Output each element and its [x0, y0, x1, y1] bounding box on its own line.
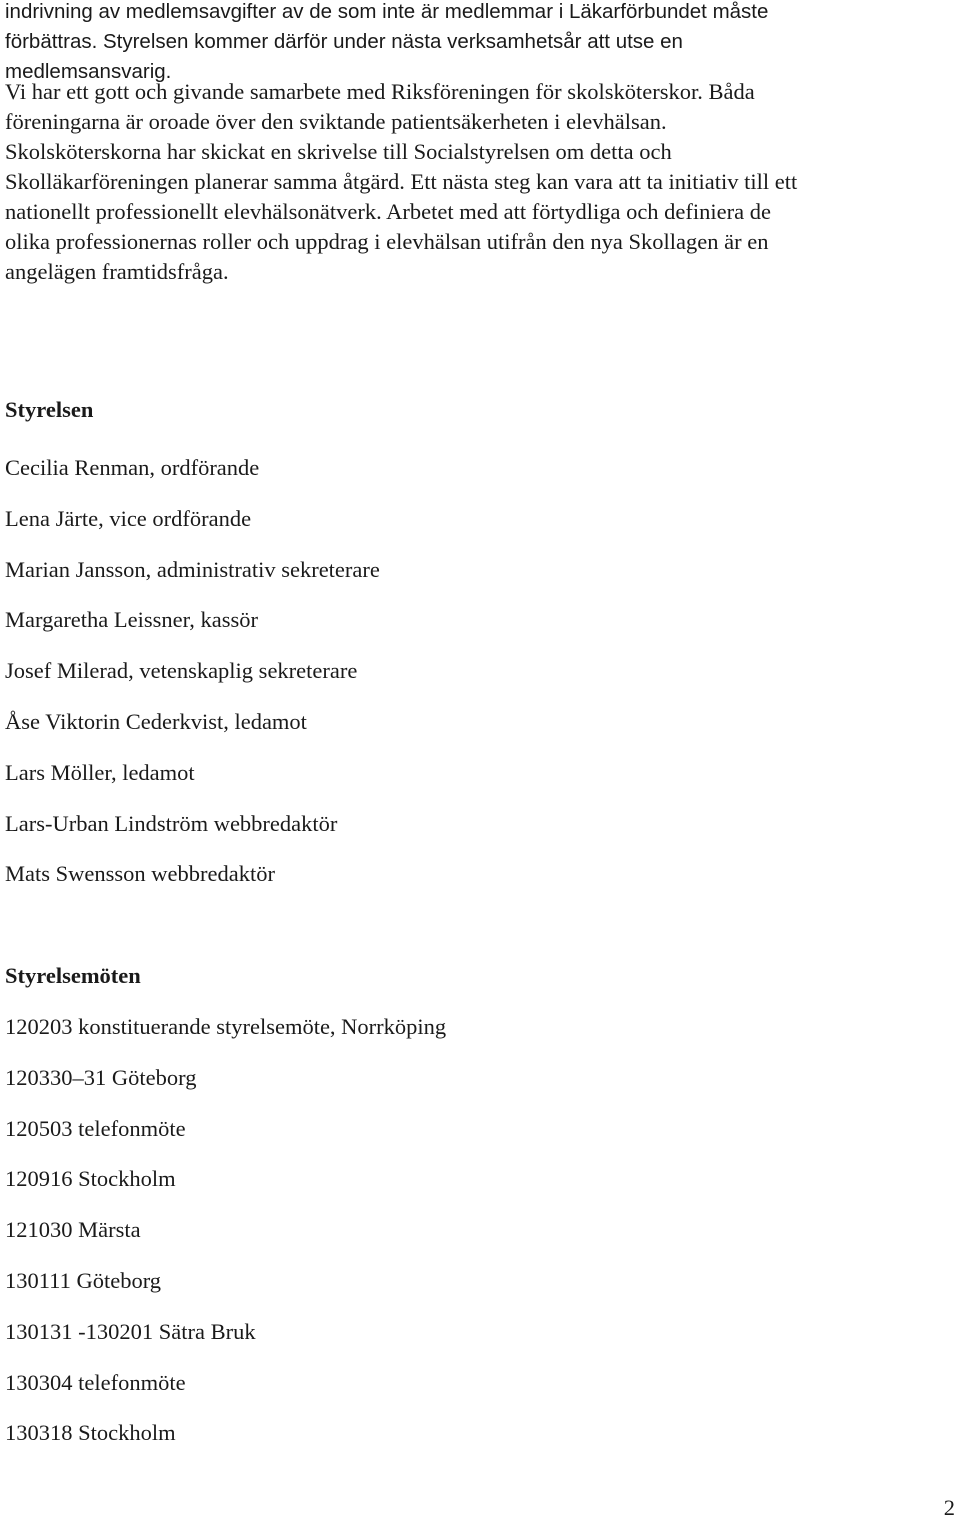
- board-member: Josef Milerad, vetenskaplig sekreterare: [5, 658, 358, 684]
- paragraph-line: medlemsansvarig.: [5, 60, 172, 83]
- meetings-heading: Styrelsemöten: [5, 963, 141, 988]
- meeting-item: 120916 Stockholm: [5, 1166, 176, 1192]
- page-number: 2: [943, 1495, 955, 1520]
- meeting-item: 121030 Märsta: [5, 1217, 141, 1243]
- board-member: Margaretha Leissner, kassör: [5, 607, 258, 633]
- collaboration-paragraph: [5, 77, 797, 287]
- board-member: Lars Möller, ledamot: [5, 759, 195, 785]
- meeting-item: 120503 telefonmöte: [5, 1115, 186, 1141]
- board-member: Cecilia Renman, ordförande: [5, 455, 260, 480]
- paragraph-line: Skolläkarföreningen planerar samma åtgärd. Ett nästa steg kan vara att ta initiativ till ett: [5, 169, 798, 194]
- paragraph-line: Vi har ett gott och givande samarbete med Riksföreningen för skolsköterskor. Båda: [5, 79, 755, 104]
- meeting-item: 130131 -130201 Sätra Bruk: [5, 1318, 256, 1344]
- paragraph-line: nationellt professionellt elevhälsonätverk. Arbetet med att förtydliga och definiera de: [5, 199, 771, 224]
- board-member: Lars-Urban Lindström webbredaktör: [5, 810, 338, 836]
- board-member: Lena Järte, vice ordförande: [5, 505, 252, 531]
- paragraph-line: olika professionernas roller och uppdrag i elevhälsan utifrån den nya Skollagen är en: [5, 229, 769, 254]
- paragraph-line: indrivning av medlemsavgifter av de som inte är medlemmar i Läkarförbundet måste: [5, 0, 769, 23]
- meeting-list: [5, 1012, 446, 1469]
- meeting-item: 120203 konstituerande styrelsemöte, Norrköping: [5, 1014, 447, 1039]
- paragraph-line: angelägen framtidsfråga.: [5, 259, 229, 284]
- meeting-item: 130111 Göteborg: [5, 1267, 162, 1293]
- intro-paragraph: [5, 0, 768, 87]
- paragraph-line: förbättras. Styrelsen kommer därför under nästa verksamhetsår att utse en: [5, 30, 683, 53]
- meeting-item: 130318 Stockholm: [5, 1420, 176, 1446]
- meeting-item: 120330–31 Göteborg: [5, 1064, 197, 1090]
- board-member-list: [5, 453, 380, 910]
- board-heading: Styrelsen: [5, 397, 94, 422]
- board-member: Mats Swensson webbredaktör: [5, 861, 275, 887]
- paragraph-line: Skolsköterskorna har skickat en skrivelse till Socialstyrelsen om detta och: [5, 139, 672, 164]
- board-member: Marian Jansson, administrativ sekreterare: [5, 556, 380, 582]
- paragraph-line: föreningarna är oroade över den sviktande patientsäkerheten i elevhälsan.: [5, 109, 667, 134]
- meeting-item: 130304 telefonmöte: [5, 1369, 186, 1395]
- board-member: Åse Viktorin Cederkvist, ledamot: [5, 708, 307, 734]
